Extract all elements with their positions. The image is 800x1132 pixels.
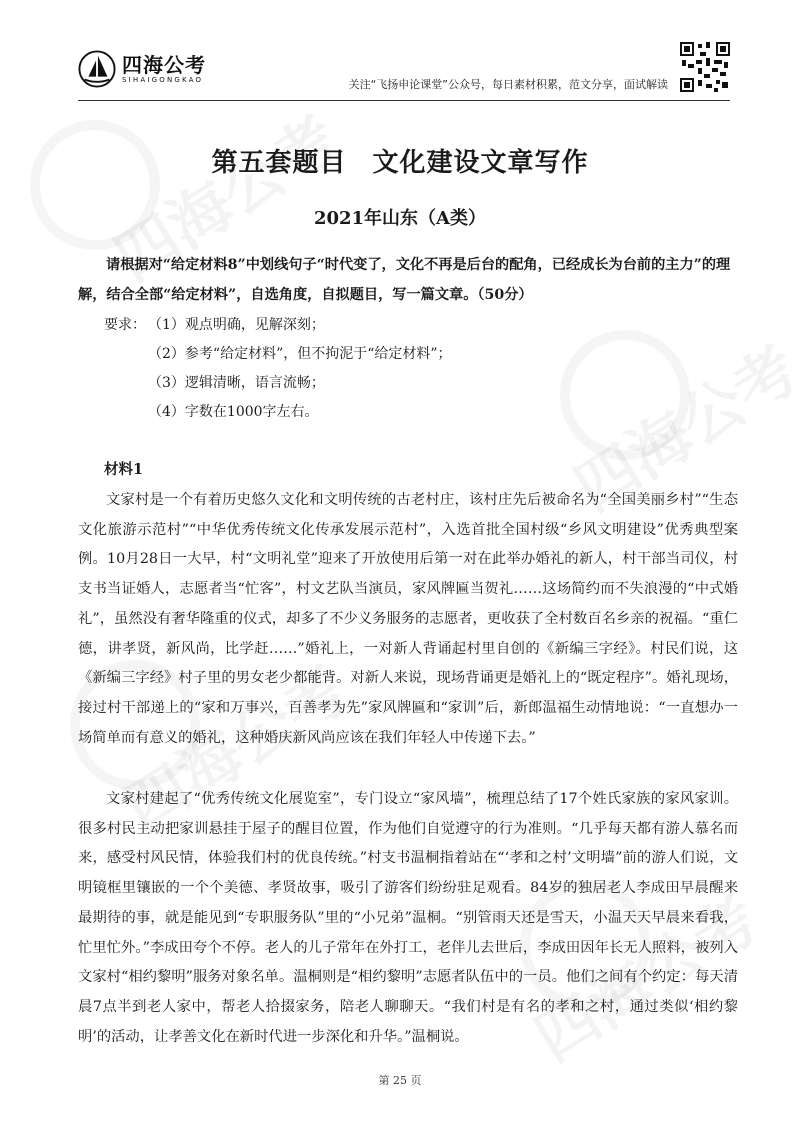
logo	[78, 50, 206, 88]
material-paragraph: 文家村建起了“优秀传统文化展览室”，专门设立“家风墙”，梳理总结了17个姓氏家族的家风家训。很多村民主动把家训悬挂于屋子的醒目位置，作为他们自觉遵守的行为准则。“几乎每天都有游人慕名而来，感受村风民情，体验我们村的优良传统。”村支书温桐指着站在“‘孝和之村’文明墙”前的游人们说，文明镜框里镶嵌的一个个美德、孝贤故事，吸引了游客们纷纷驻足观看。84岁的独居老人李成田早晨醒来最期待的事，就是能见到“专职服务队”里的“小兄弟”温桐。“别管雨天还是雪天，小温天天早晨来看我，忙里忙外。”李成田夸个不停。老人的儿子常年在外打工，老伴儿去世后，李成田因年长无人照料，被列入文家村“相约黎明”服务对象名单。温桐则是“相约黎明”志愿者队伍中的一员。他们之间有个约定：每天清晨7点半到老人家中，帮老人拾掇家务，陪老人聊聊天。“我们村是有名的孝和之村，通过类似‘相约黎明’的活动，让孝善文化在新时代进一步深化和升华。”温桐说。	[78, 791, 738, 1045]
requirement-item: （1）观点明确，见解深刻；	[148, 317, 325, 333]
title-part-1: 第五套题目	[211, 148, 347, 178]
material-paragraph: 文家村是一个有着历史悠久文化和文明传统的古老村庄，该村庄先后被命名为“全国美丽乡村”“生态文化旅游示范村”“中华优秀传统文化传承发展示范村”，入选首批全国村级“乡风文明建设”优秀典型案例。10月28日一大早，村“文明礼堂”迎来了开放使用后第一对在此举办婚礼的新人，村干部当司仪，村支书当证婚人，志愿者当“忙客”，村文艺队当演员，家风牌匾当贺礼……这场简约而不失浪漫的“中式婚礼”，虽然没有奢华隆重的仪式，却多了不少义务服务的志愿者，更收获了全村数百名乡亲的祝福。“重仁德，讲孝贤，新风尚，比学赶……”婚礼上，一对新人背诵起村里自创的《新编三字经》。村民们说，这《新编三字经》村子里的男女老少都能背。对新人来说，现场背诵更是婚礼上的“既定程序”。婚礼现场，接过村干部递上的“家和万事兴，百善孝为先”家风牌匾和“家训”后，新郎温福生动情地说：“一直想办一场简单而有意义的婚礼，这种婚庆新风尚应该在我们年轻人中传递下去。”	[78, 492, 738, 746]
page-number: 第 25 页	[378, 1074, 422, 1087]
exam-subtitle: 2021年山东（A类）	[313, 208, 487, 229]
requirement-item: （2）参考“给定材料”，但不拘泥于“给定材料”；	[148, 346, 452, 362]
requirements-label: 要求：	[104, 317, 146, 333]
logo-name: 四海公考	[122, 53, 206, 77]
watermark-circle	[560, 330, 690, 460]
qr-code-icon	[680, 42, 730, 92]
header-slogan: 关注“飞扬申论课堂”公众号，每日素材积累，范文分享，面试解读	[348, 78, 668, 91]
question-prompt: 请根据对“给定材料8”中划线句子“时代变了，文化不再是后台的配角，已经成长为台前的主力”的理解，结合全部“给定材料”，自选角度，自拟题目，写一篇文章。（50分）	[78, 257, 731, 303]
page-header	[78, 42, 730, 100]
sailboat-logo-icon	[78, 50, 116, 88]
page-title	[0, 142, 800, 179]
watermark-circle	[30, 120, 160, 250]
logo-subtitle: SIHAIGONGKAO	[122, 76, 204, 84]
requirement-item: （3）逻辑清晰，语言流畅；	[148, 375, 325, 391]
header-divider	[78, 100, 730, 101]
title-part-2: 文化建设文章写作	[372, 148, 589, 178]
requirement-item: （4）字数在1000字左右。	[148, 404, 319, 420]
material-heading: 材料1	[104, 461, 144, 478]
